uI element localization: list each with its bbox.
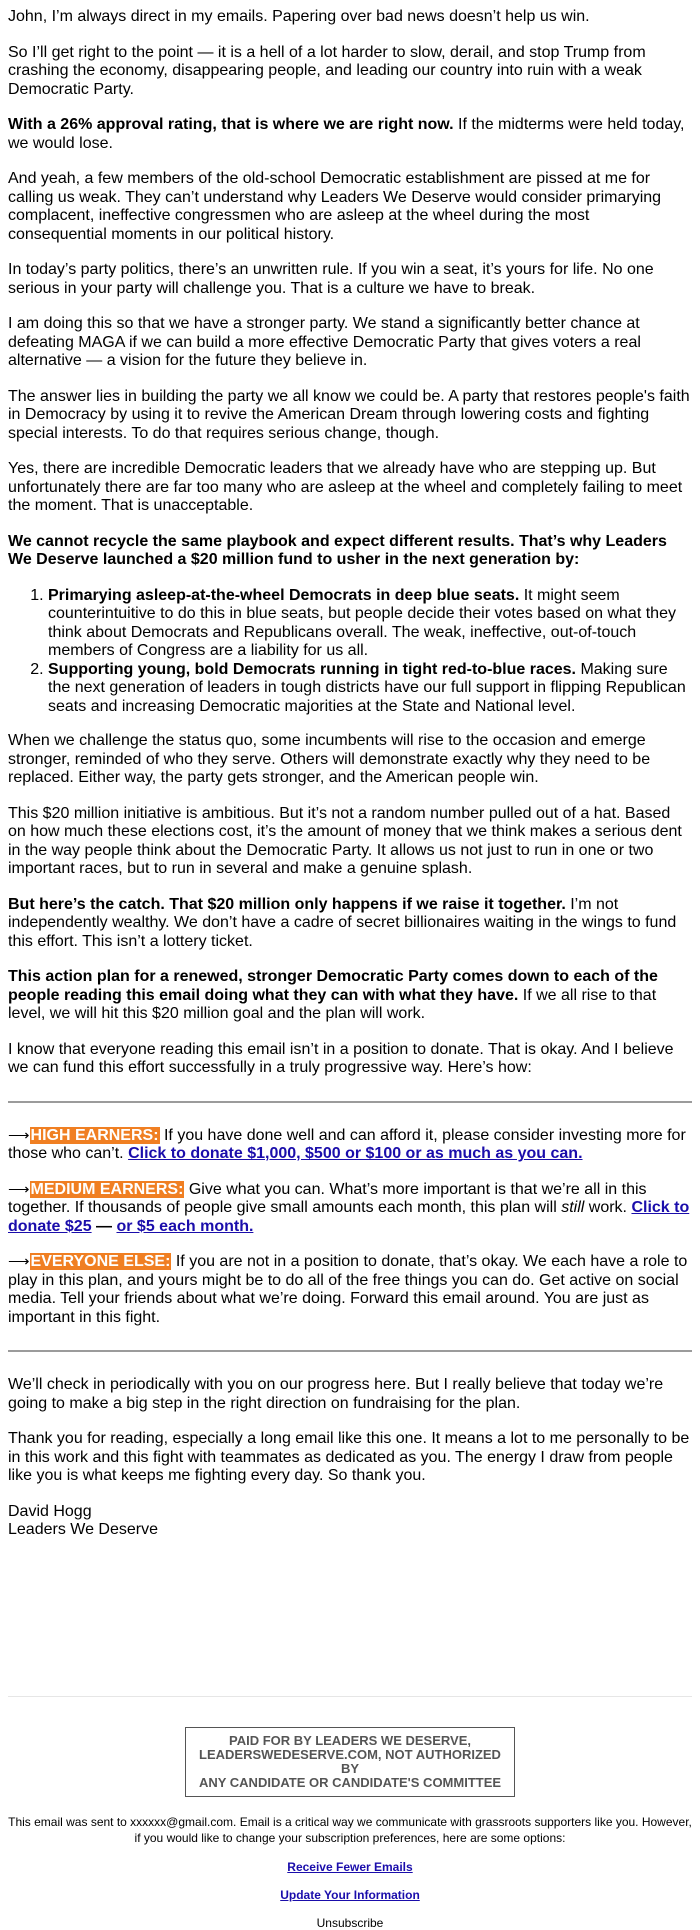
paragraph-establishment: And yeah, a few members of the old-school Democratic establishment are pissed at me for calling us weak. They can’t understand why Leaders We Deserve would consider primarying complacent, ineffective congressmen who are asleep at the wheel during the most consequential moments in our political history. [8, 170, 662, 243]
paragraph-action-plan [8, 968, 692, 1024]
preference-links [8, 1860, 692, 1930]
paragraph-check-in: We’ll check in periodically with you on our progress here. But I really believe that today we’re going to make a big step in the right direction on fundraising for the plan. [8, 1376, 664, 1412]
donate-high-link[interactable]: Click to donate $1,000, $500 or $100 or as much as you can. [128, 1145, 583, 1162]
catch-bold: But here’s the catch. That $20 million only happens if we raise it together. [8, 895, 566, 913]
tier-high-earners [8, 1127, 692, 1164]
list-item-text: It might seem counterintuitive to do this in blue seats, but people decide their votes based on what they think about Democrats and Republicans overall. The weak, ineffective, out-of-touch members of Congress are a liability for us all. [48, 586, 676, 659]
paragraph-answer: The answer lies in building the party we all know we could be. A party that restores people's faith in Democracy by using it to revive the American Dream through lowering costs and fighting special interests. To do that requires serious change, though. [8, 387, 690, 442]
plan-list [8, 587, 692, 717]
paid-for-disclaimer [185, 1727, 515, 1797]
tier-else-label: EVERYONE ELSE: [30, 1253, 171, 1270]
paragraph-unwritten-rule: In today’s party politics, there’s an unwritten rule. If you win a seat, it’s yours for life. No one serious in your party will challenge you. That is a culture we have to break. [8, 261, 654, 297]
tier-everyone-else [8, 1253, 692, 1327]
tier-high-label: HIGH EARNERS: [30, 1126, 159, 1144]
arrow-icon: ⟶ [8, 1253, 30, 1270]
paragraph-how: I know that everyone reading this email isn’t in a position to donate. That is okay. And I believe we can fund this effort successfully in a truly progressive way. Here’s how: [8, 1040, 674, 1076]
catch-rest: I’m not independently wealthy. We don’t have a cadre of secret billionaires waiting in the wings to fund this effort. This isn’t a lottery ticket. [8, 895, 677, 950]
tier-medium-text: work. [584, 1199, 632, 1216]
update-information-link[interactable]: Update Your Information [280, 1887, 420, 1902]
link-separator: — [91, 1217, 117, 1235]
divider [8, 1101, 692, 1103]
signature-org: Leaders We Deserve [8, 1521, 158, 1538]
list-item-text: Making sure the next generation of leaders in tough districts have our full support in flipping Republican seats and increasing Democratic majorities at the State and National level. [48, 660, 686, 715]
action-plan-rest: If we all rise to that level, we will hit this $20 million goal and the plan will work. [8, 986, 657, 1022]
arrow-icon: ⟶ [8, 1180, 30, 1198]
arrow-icon: ⟶ [8, 1126, 30, 1144]
list-item [48, 587, 692, 661]
tier-medium-italic: still [561, 1199, 585, 1216]
disclaimer-line: ANY CANDIDATE OR CANDIDATE'S COMMITTEE [198, 1774, 502, 1790]
paragraph-initiative: This $20 million initiative is ambitious. But it’s not a random number pulled out of a hat. Based on how much these elections cost, it’s the amount of money that we think makes a serious dent in the way people think about the Democratic Party. It allows us not just to run in one or two important races, but to run in several and make a genuine splash. [8, 804, 682, 877]
paragraph-leaders: Yes, there are incredible Democratic leaders that we already have who are stepping up. But unfortunately there are far too many who are asleep at the wheel and completely failing to meet the moment. That is unacceptable. [8, 460, 683, 514]
footer-divider [8, 1696, 692, 1697]
tier-medium-label: MEDIUM EARNERS: [30, 1180, 184, 1198]
donate-5-monthly-link[interactable]: or $5 each month. [116, 1217, 254, 1235]
paragraph-stronger-party: I am doing this so that we have a stronger party. We stand a significantly better chance at defeating MAGA if we can build a more effective Democratic Party that gives voters a real alternative — a vision for the future they believe in. [8, 315, 641, 369]
signature [8, 1503, 692, 1540]
paragraph-intro: John, I’m always direct in my emails. Papering over bad news doesn’t help us win. [8, 8, 590, 25]
action-plan-bold: This action plan for a renewed, stronger Democratic Party comes down to each of the people reading this email doing what they can with what they have. [8, 968, 658, 1004]
paragraph-playbook [8, 533, 692, 570]
disclaimer-line: PAID FOR BY LEADERS WE DESERVE, [229, 1732, 471, 1748]
approval-rest: If the midterms were held today, we would lose. [8, 116, 685, 152]
paragraph-status-quo: When we challenge the status quo, some incumbents will rise to the occasion and emerge stronger, reminded of who they serve. Others will demonstrate exactly why they need to be replaced. Either way, the party gets stronger, and the American people win. [8, 732, 651, 786]
donate-25-link[interactable]: Click to donate $25 [8, 1199, 690, 1235]
approval-bold: With a 26% approval rating, that is where we are right now. [8, 116, 454, 133]
divider [8, 1350, 692, 1352]
signature-name: David Hogg [8, 1502, 92, 1520]
disclaimer-line: LEADERSWEDESERVE.COM, NOT AUTHORIZED BY [199, 1746, 501, 1776]
list-item-bold: Supporting young, bold Democrats running in tight red-to-blue races. [48, 660, 576, 678]
tier-medium-text: Give what you can. What’s more important is that we’re all in this together. If thousands of people give small amounts each month, this plan will [8, 1180, 647, 1216]
paragraph-approval [8, 116, 692, 153]
list-item-bold: Primarying asleep-at-the-wheel Democrats in deep blue seats. [48, 586, 520, 604]
paragraph-thank-you: Thank you for reading, especially a long email like this one. It means a lot to me personally to be in this work and this fight with teammates as dedicated as you. The energy I draw from people like you is what keeps me fighting every day. So thank you. [8, 1430, 690, 1484]
legal-notice: This email was sent to xxxxxx@gmail.com. Email is a critical way we communicate with grassroots supporters like you. However, if you would like to change your subscription preferences, here are some options: [8, 1814, 692, 1845]
tier-medium-earners [8, 1181, 692, 1237]
unsubscribe-link[interactable]: Unsubscribe [316, 1915, 384, 1930]
paragraph-catch [8, 896, 692, 952]
receive-fewer-emails-link[interactable]: Receive Fewer Emails [287, 1859, 413, 1874]
tier-else-text: If you are not in a position to donate, that’s okay. We each have a role to play in this plan, and yours might be to do all of the free things you can do. Get active on social media. Tell your friends about what we’re doing. Forward this email around. You are just as important in this fight. [8, 1253, 688, 1326]
playbook-bold: We cannot recycle the same playbook and expect different results. That’s why Leaders We Deserve launched a $20 million fund to usher in the next generation by: [8, 532, 667, 568]
list-item [48, 661, 692, 717]
paragraph-point: So I’ll get right to the point — it is a hell of a lot harder to slow, derail, and stop Trump from crashing the economy, disappearing people, and leading our country into ruin with a weak Democratic Party. [8, 43, 646, 98]
tier-high-text: If you have done well and can afford it, please consider investing more for those who can’t. [8, 1126, 686, 1162]
